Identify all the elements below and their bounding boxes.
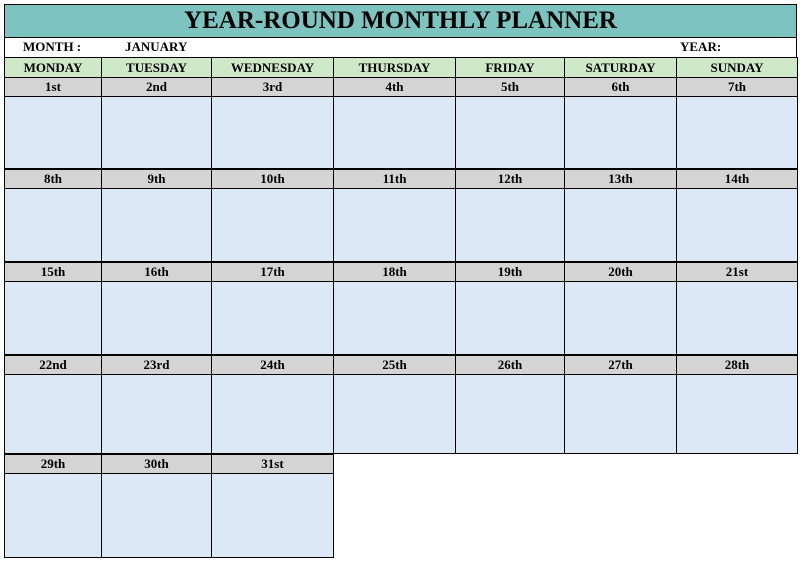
day-cell-21[interactable] [676, 281, 798, 355]
date-label-21: 21st [676, 262, 798, 282]
date-label-1: 1st [4, 77, 102, 97]
day-cell-12[interactable] [455, 188, 565, 262]
day-cell-6[interactable] [564, 96, 677, 169]
day-cell-17[interactable] [211, 281, 334, 355]
day-cell-5[interactable] [455, 96, 565, 169]
date-label-13: 13th [564, 169, 677, 189]
date-label-12: 12th [455, 169, 565, 189]
day-cell-29[interactable] [4, 473, 102, 558]
date-label-3: 3rd [211, 77, 334, 97]
date-label-6: 6th [564, 77, 677, 97]
day-cell-15[interactable] [4, 281, 102, 355]
date-label-20: 20th [564, 262, 677, 282]
date-label-4: 4th [333, 77, 456, 97]
day-cell-1[interactable] [4, 96, 102, 169]
date-label-5: 5th [455, 77, 565, 97]
weekday-header-thursday: THURSDAY [333, 57, 456, 78]
day-cell-9[interactable] [101, 188, 212, 262]
day-cell-3[interactable] [211, 96, 334, 169]
date-label-2: 2nd [101, 77, 212, 97]
day-cell-14[interactable] [676, 188, 798, 262]
month-value[interactable]: JANUARY [125, 39, 188, 54]
date-label-15: 15th [4, 262, 102, 282]
weekday-header-friday: FRIDAY [455, 57, 565, 78]
month-year-row [4, 38, 797, 57]
day-cell-28[interactable] [676, 374, 798, 454]
day-cell-30[interactable] [101, 473, 212, 558]
date-label-30: 30th [101, 454, 212, 474]
day-cell-22[interactable] [4, 374, 102, 454]
day-cell-31[interactable] [211, 473, 334, 558]
date-label-17: 17th [211, 262, 334, 282]
date-label-11: 11th [333, 169, 456, 189]
date-label-16: 16th [101, 262, 212, 282]
date-label-7: 7th [676, 77, 798, 97]
date-label-10: 10th [211, 169, 334, 189]
day-cell-25[interactable] [333, 374, 456, 454]
date-label-8: 8th [4, 169, 102, 189]
date-label-31: 31st [211, 454, 334, 474]
weekday-header-tuesday: TUESDAY [101, 57, 212, 78]
day-cell-24[interactable] [211, 374, 334, 454]
day-cell-8[interactable] [4, 188, 102, 262]
weekday-header-wednesday: WEDNESDAY [211, 57, 334, 78]
date-label-26: 26th [455, 355, 565, 375]
weekday-header-saturday: SATURDAY [564, 57, 677, 78]
weekday-header-monday: MONDAY [4, 57, 102, 78]
date-label-9: 9th [101, 169, 212, 189]
day-cell-26[interactable] [455, 374, 565, 454]
date-label-14: 14th [676, 169, 798, 189]
day-cell-2[interactable] [101, 96, 212, 169]
date-label-24: 24th [211, 355, 334, 375]
date-label-25: 25th [333, 355, 456, 375]
day-cell-11[interactable] [333, 188, 456, 262]
year-label: YEAR: [680, 39, 722, 54]
month-label: MONTH : [23, 39, 82, 54]
weekday-header-sunday: SUNDAY [676, 57, 798, 78]
date-label-22: 22nd [4, 355, 102, 375]
day-cell-18[interactable] [333, 281, 456, 355]
planner-title: YEAR-ROUND MONTHLY PLANNER [4, 4, 797, 38]
day-cell-16[interactable] [101, 281, 212, 355]
day-cell-7[interactable] [676, 96, 798, 169]
day-cell-19[interactable] [455, 281, 565, 355]
date-label-27: 27th [564, 355, 677, 375]
day-cell-20[interactable] [564, 281, 677, 355]
day-cell-4[interactable] [333, 96, 456, 169]
date-label-28: 28th [676, 355, 798, 375]
date-label-29: 29th [4, 454, 102, 474]
date-label-18: 18th [333, 262, 456, 282]
day-cell-27[interactable] [564, 374, 677, 454]
day-cell-10[interactable] [211, 188, 334, 262]
date-label-23: 23rd [101, 355, 212, 375]
day-cell-13[interactable] [564, 188, 677, 262]
day-cell-23[interactable] [101, 374, 212, 454]
date-label-19: 19th [455, 262, 565, 282]
